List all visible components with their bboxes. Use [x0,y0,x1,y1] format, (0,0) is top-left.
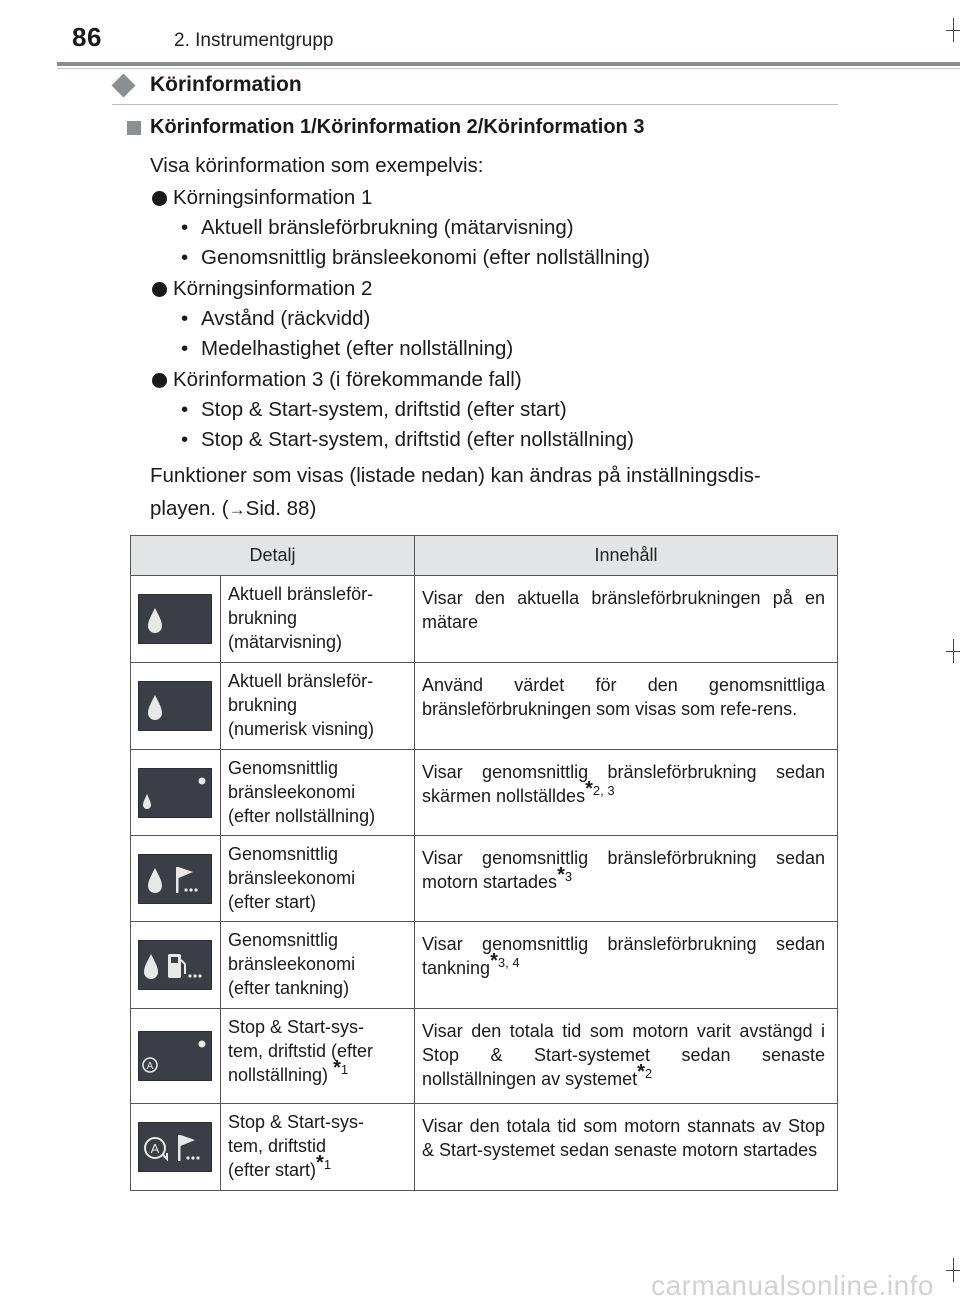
detail-line: Genomsnittlig [228,844,339,864]
stop-start-reset-icon [138,1031,212,1081]
detail-line: Aktuell bränsleför- [228,584,374,604]
asterisk: * [557,864,565,886]
asterisk: * [333,1057,341,1079]
footnote-ref: 2 [644,1066,653,1081]
detail-line: Stop & Start-sys- [228,1017,365,1037]
asterisk: * [637,1061,645,1083]
icon-cell [131,663,221,750]
content-cell [415,750,838,836]
intro-text: Visa körinformation som exempelvis: [150,154,484,177]
detail-cell [221,576,415,663]
detail-line: bränsleekonomi [228,868,356,888]
content-cell: Använd värdet för den genomsnittliga bränsleförbrukningen som visas som refe-rens. [415,663,838,750]
detail-line: (efter nollställning) [228,806,376,826]
crop-mark-mid-v [953,639,954,663]
chapter-title: 2. Instrumentgrupp [174,30,334,51]
detail-text: (efter start) [228,1160,317,1180]
paragraph-line: Funktioner som visas (listade nedan) kan ändras på inställningsdis- [150,464,761,487]
icon-cell [131,750,221,836]
detail-text: nollställning) [228,1065,334,1085]
content-cell: Visar den aktuella bränsleförbrukningen på en mätare [415,576,838,663]
paragraph [150,459,840,526]
detail-line: Genomsnittlig [228,930,339,950]
asterisk: * [490,950,498,972]
list-item-text: Avstånd (räckvidd) [201,307,371,330]
section-rule [112,104,838,105]
group-label: Körinformation 3 (i förekommande fall) [173,368,522,391]
footnote-ref: 1 [323,1157,332,1172]
asterisk: * [316,1152,324,1174]
detail-line: Genomsnittlig [228,758,339,778]
icon-cell [131,836,221,922]
group-label: Körningsinformation 1 [173,186,373,209]
paragraph-line: playen. ( [150,497,229,520]
bullet-icon [152,373,167,388]
table-row [131,1009,838,1104]
footnote-ref: 1 [340,1062,349,1077]
section-title: Körinformation [150,73,302,96]
bullet-icon [152,282,167,297]
bullet-icon [152,191,167,206]
list-item-text: Stop & Start-system, driftstid (efter nollställning) [201,428,634,451]
crop-mark-top-v [953,18,954,42]
detail-line: Stop & Start-sys- [228,1112,365,1132]
stop-start-flag-icon [138,1122,212,1172]
header-rule-thin [57,68,960,69]
fuel-drop-flag-icon [138,854,212,904]
crop-mark-bottom-v [953,1258,954,1282]
content-text: Visar genomsnittlig bränsleförbrukning sedan tankning [422,934,825,978]
svg-text:A: A [150,1141,160,1156]
detail-line: (efter start) [228,892,317,912]
fuel-drop-icon [138,681,212,731]
diamond-icon [111,73,135,97]
detail-line: bränsleekonomi [228,954,356,974]
subsection-title: Körinformation 1/Körinformation 2/Körinformation 3 [150,116,645,138]
detail-line [228,1152,400,1182]
detail-line [228,1057,400,1087]
table-row [131,836,838,922]
detail-line: (numerisk visning) [228,719,375,739]
detail-cell [221,836,415,922]
svg-text:A: A [146,1061,154,1072]
detail-line: brukning [228,695,298,715]
table-row [131,922,838,1009]
table-row [131,750,838,836]
table-row [131,576,838,663]
detail-cell [221,750,415,836]
icon-cell [131,1104,221,1191]
fuel-drop-icon [138,594,212,644]
footnote-ref: 2, 3 [592,783,615,798]
content-cell [415,922,838,1009]
detail-line: brukning [228,608,298,628]
list-item-text: Genomsnittlig bränsleekonomi (efter nollställning) [201,246,650,269]
fuel-drop-pump-icon [138,940,212,990]
info-table [130,535,838,1191]
content-text: Visar genomsnittlig bränsleförbrukning sedan skärmen nollställdes [422,762,825,806]
detail-cell [221,663,415,750]
watermark: carmanualsonline.info [651,1270,934,1301]
content-cell [415,836,838,922]
icon-cell [131,1009,221,1104]
detail-cell [221,1009,415,1104]
content-text: Visar genomsnittlig bränsleförbrukning sedan motorn startades [422,848,825,892]
content-cell: Visar den totala tid som motorn stannats av Stop & Start-systemet sedan senaste motorn startades [415,1104,838,1191]
icon-cell [131,576,221,663]
detail-line: tem, driftstid [228,1136,327,1156]
table-header-content: Innehåll [415,536,838,576]
page-number: 86 [72,22,102,52]
detail-cell [221,922,415,1009]
detail-line: (mätarvisning) [228,632,343,652]
asterisk: * [585,778,593,800]
arrow-right-icon: → [228,500,246,519]
square-bullet-icon [127,121,141,135]
list-item-text: Aktuell bränsleförbrukning (mätarvisning) [201,216,574,239]
list-item-text: Stop & Start-system, driftstid (efter start) [201,398,567,421]
detail-cell [221,1104,415,1191]
list-item-text: Medelhastighet (efter nollställning) [201,337,514,360]
content-cell [415,1009,838,1104]
content-text: Visar den totala tid som motorn varit avstängd i Stop & Start-systemet sedan senaste nollställningen av systemet [422,1021,825,1089]
group-label: Körningsinformation 2 [173,277,373,300]
fuel-drop-reset-icon [138,768,212,818]
detail-line: bränsleekonomi [228,782,356,802]
table-header-detail: Detalj [131,536,415,576]
detail-line: tem, driftstid (efter [228,1041,374,1061]
table-header-row [131,536,838,576]
table-row [131,663,838,750]
detail-line: (efter tankning) [228,978,350,998]
page-reference-link[interactable]: Sid. 88) [245,497,317,520]
table-row [131,1104,838,1191]
detail-line: Aktuell bränsleför- [228,671,374,691]
icon-cell [131,922,221,1009]
header-rule [57,62,960,66]
footnote-ref: 3, 4 [497,955,520,970]
footnote-ref: 3 [564,869,573,884]
